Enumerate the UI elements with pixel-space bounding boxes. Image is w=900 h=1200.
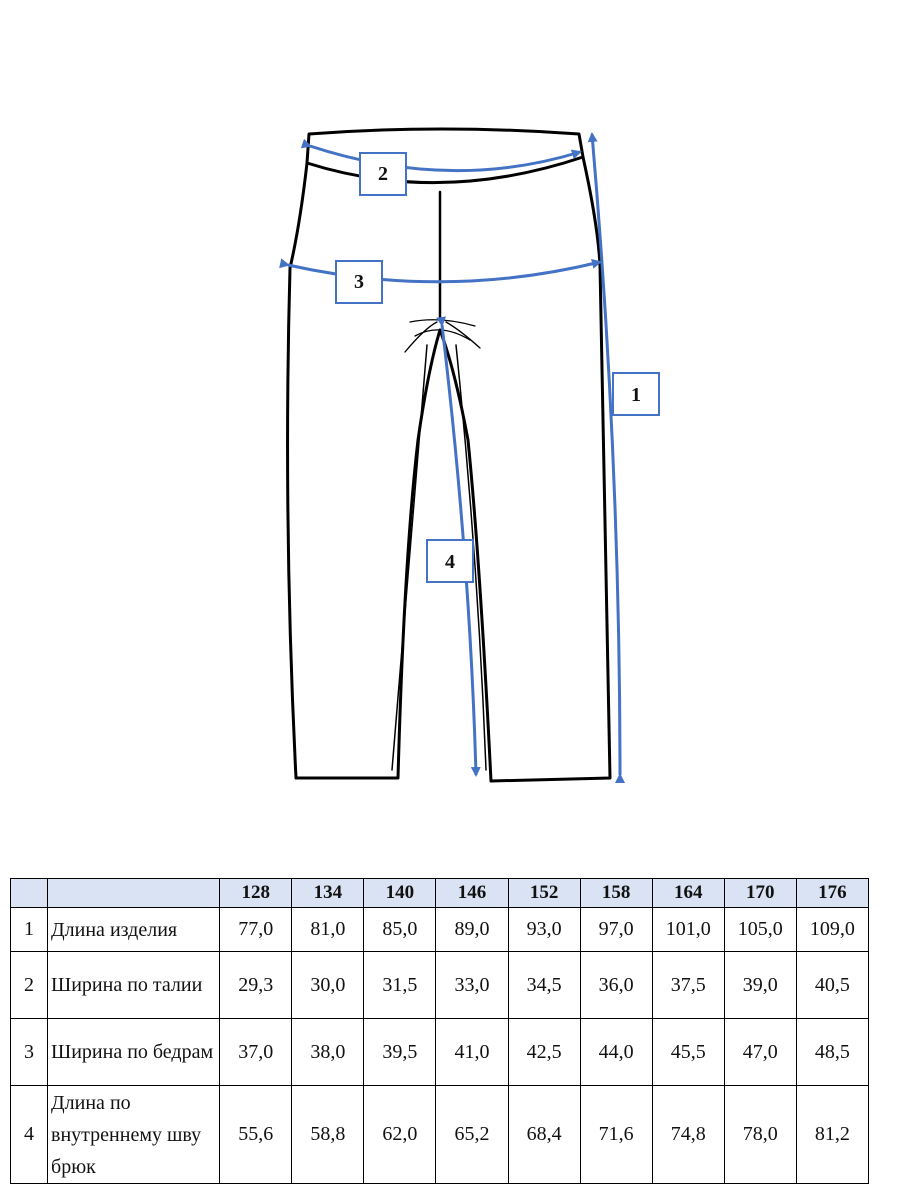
- row-index: 4: [11, 1086, 48, 1184]
- value-cell: 29,3: [220, 952, 292, 1019]
- marker-waist-label: 2: [378, 163, 388, 185]
- value-cell: 36,0: [580, 952, 652, 1019]
- value-cell: 68,4: [508, 1086, 580, 1184]
- size-header: 158: [580, 879, 652, 908]
- marker-hips-label: 3: [354, 271, 364, 293]
- value-cell: 101,0: [652, 908, 724, 952]
- row-name: Длина по внутреннему шву брюк: [48, 1086, 220, 1184]
- row-index: 2: [11, 952, 48, 1019]
- value-cell: 58,8: [292, 1086, 364, 1184]
- value-cell: 55,6: [220, 1086, 292, 1184]
- size-header: 134: [292, 879, 364, 908]
- value-cell: 39,0: [724, 952, 796, 1019]
- inner-seam-left: [392, 345, 427, 770]
- size-header: 140: [364, 879, 436, 908]
- size-header: 146: [436, 879, 508, 908]
- table-row: [11, 952, 869, 1019]
- table-row: [11, 1086, 869, 1184]
- value-cell: 97,0: [580, 908, 652, 952]
- marker-waist: [360, 153, 406, 195]
- value-cell: 40,5: [796, 952, 868, 1019]
- row-name: Ширина по бедрам: [48, 1019, 220, 1086]
- value-cell: 81,0: [292, 908, 364, 952]
- value-cell: 77,0: [220, 908, 292, 952]
- marker-length: [613, 373, 659, 415]
- corner-index-cell: [11, 879, 48, 908]
- value-cell: 47,0: [724, 1019, 796, 1086]
- marker-inseam: [427, 540, 473, 582]
- hips-arrow: [288, 262, 600, 282]
- value-cell: 71,6: [580, 1086, 652, 1184]
- value-cell: 37,0: [220, 1019, 292, 1086]
- value-cell: 39,5: [364, 1019, 436, 1086]
- marker-length-label: 1: [631, 384, 641, 406]
- row-index: 3: [11, 1019, 48, 1086]
- right-leg-outline: [440, 157, 610, 781]
- value-cell: 85,0: [364, 908, 436, 952]
- corner-name-cell: [48, 879, 220, 908]
- value-cell: 78,0: [724, 1086, 796, 1184]
- size-header: 164: [652, 879, 724, 908]
- value-cell: 93,0: [508, 908, 580, 952]
- size-header: 170: [724, 879, 796, 908]
- value-cell: 31,5: [364, 952, 436, 1019]
- table-row: [11, 1019, 869, 1086]
- value-cell: 62,0: [364, 1086, 436, 1184]
- value-cell: 41,0: [436, 1019, 508, 1086]
- value-cell: 89,0: [436, 908, 508, 952]
- value-cell: 45,5: [652, 1019, 724, 1086]
- pants-outline: [288, 129, 610, 781]
- value-cell: 48,5: [796, 1019, 868, 1086]
- marker-inseam-label: 4: [445, 551, 455, 573]
- value-cell: 38,0: [292, 1019, 364, 1086]
- marker-hips: [336, 261, 382, 303]
- value-cell: 44,0: [580, 1019, 652, 1086]
- table-row: [11, 908, 869, 952]
- row-name: Ширина по талии: [48, 952, 220, 1019]
- size-header: 176: [796, 879, 868, 908]
- waist-arrow: [310, 146, 580, 171]
- measurement-arrows: [288, 134, 620, 775]
- value-cell: 34,5: [508, 952, 580, 1019]
- value-cell: 42,5: [508, 1019, 580, 1086]
- value-cell: 65,2: [436, 1086, 508, 1184]
- size-header: 128: [220, 879, 292, 908]
- value-cell: 74,8: [652, 1086, 724, 1184]
- size-header: 152: [508, 879, 580, 908]
- row-index: 1: [11, 908, 48, 952]
- size-table: [10, 878, 869, 1184]
- value-cell: 81,2: [796, 1086, 868, 1184]
- value-cell: 33,0: [436, 952, 508, 1019]
- value-cell: 37,5: [652, 952, 724, 1019]
- value-cell: 109,0: [796, 908, 868, 952]
- value-cell: 105,0: [724, 908, 796, 952]
- size-header-row: [11, 879, 869, 908]
- row-name: Длина изделия: [48, 908, 220, 952]
- value-cell: 30,0: [292, 952, 364, 1019]
